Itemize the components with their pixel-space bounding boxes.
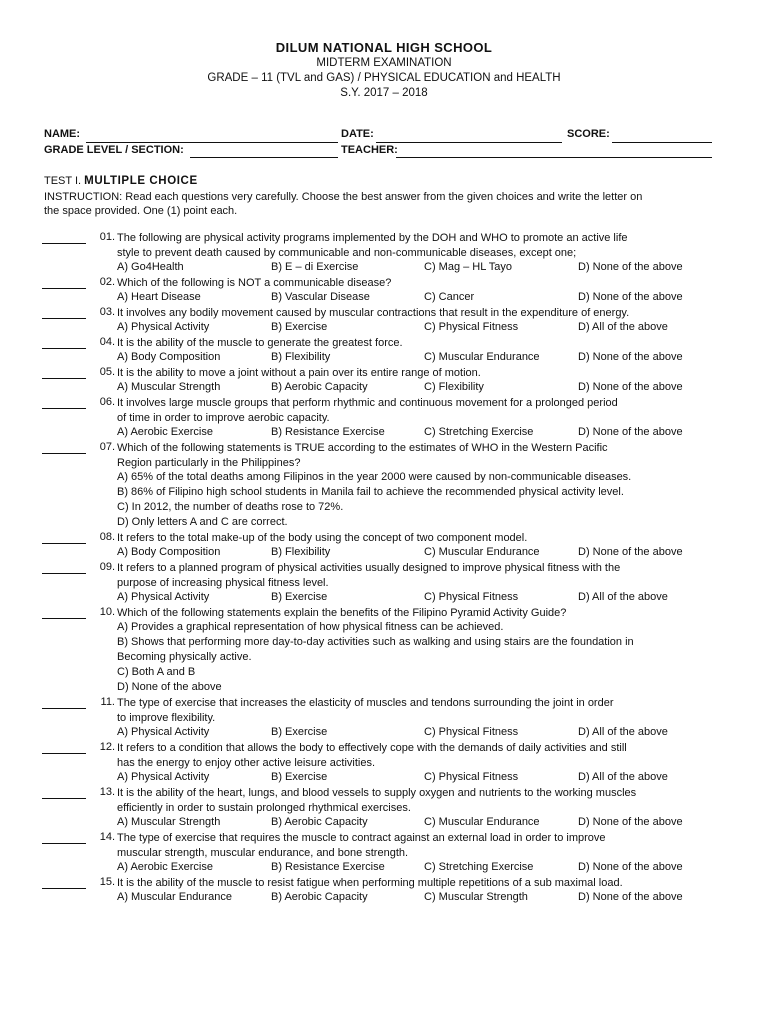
answer-blank[interactable]	[42, 378, 86, 379]
choice-b: B) Exercise	[271, 771, 328, 783]
choice-line: B) Shows that performing more day-to-day activities such as walking and using stairs are the foundation in	[117, 636, 634, 648]
choice-a: A) Heart Disease	[117, 291, 201, 303]
grade-section-label: GRADE LEVEL / SECTION:	[44, 144, 184, 156]
choice-b: B) Exercise	[271, 726, 328, 738]
choice-a: A) Physical Activity	[117, 321, 210, 333]
choice-d: D) All of the above	[578, 771, 668, 783]
question-number: 04.	[99, 336, 115, 348]
choice-a: A) Physical Activity	[117, 591, 210, 603]
choice-c: C) Stretching Exercise	[424, 861, 534, 873]
question-text: It involves any bodily movement caused by muscular contractions that result in the expenditure of energy.	[117, 307, 630, 319]
name-label: NAME:	[44, 128, 81, 140]
question-number: 07.	[99, 441, 115, 453]
question-text: to improve flexibility.	[117, 712, 216, 724]
question-number: 13.	[99, 786, 115, 798]
choice-c: C) Cancer	[424, 291, 475, 303]
date-field-line[interactable]	[376, 142, 562, 143]
choice-b: B) E – di Exercise	[271, 261, 359, 273]
school-year: S.Y. 2017 – 2018	[340, 87, 428, 99]
choice-c: C) Muscular Strength	[424, 891, 528, 903]
school-name: DILUM NATIONAL HIGH SCHOOL	[275, 40, 493, 55]
choice-d: D) All of the above	[578, 726, 668, 738]
date-label: DATE:	[341, 128, 374, 140]
choice-c: C) Physical Fitness	[424, 591, 519, 603]
question-text: The type of exercise that requires the muscle to contract against an external load in order to improve	[117, 832, 606, 844]
choice-a: A) Physical Activity	[117, 726, 210, 738]
choice-line: C) In 2012, the number of deaths rose to 72%.	[117, 501, 344, 513]
question-text: Which of the following statements is TRUE according to the estimates of WHO in the Western Pacific	[117, 442, 608, 454]
choice-d: D) None of the above	[578, 426, 683, 438]
choice-c: C) Muscular Endurance	[424, 816, 540, 828]
question-text: It is the ability of the heart, lungs, and blood vessels to supply oxygen and nutrients to the working muscles	[117, 787, 637, 799]
question-text: Which of the following statements explain the benefits of the Filipino Pyramid Activity Guide?	[117, 607, 567, 619]
choice-a: A) Aerobic Exercise	[117, 861, 213, 873]
choice-c: C) Flexibility	[424, 381, 484, 393]
choice-b: B) Aerobic Capacity	[271, 816, 368, 828]
choice-d: D) None of the above	[578, 381, 683, 393]
choice-a: A) Go4Health	[117, 261, 184, 273]
instruction-line-2: the space provided. One (1) point each.	[44, 205, 238, 217]
choice-c: C) Muscular Endurance	[424, 351, 540, 363]
choice-d: D) None of the above	[578, 261, 683, 273]
answer-blank[interactable]	[42, 318, 86, 319]
answer-blank[interactable]	[42, 243, 86, 244]
answer-blank[interactable]	[42, 708, 86, 709]
question-text: has the energy to enjoy other active leisure activities.	[117, 757, 376, 769]
teacher-label: TEACHER:	[341, 144, 398, 156]
answer-blank[interactable]	[42, 798, 86, 799]
teacher-field-line[interactable]	[396, 157, 712, 158]
choice-c: C) Stretching Exercise	[424, 426, 534, 438]
choice-b: B) Exercise	[271, 591, 328, 603]
grade-section-field-line[interactable]	[190, 157, 338, 158]
question-number: 09.	[99, 561, 115, 573]
choice-a: A) Muscular Endurance	[117, 891, 232, 903]
question-text: The following are physical activity programs implemented by the DOH and WHO to promote an active life	[117, 232, 628, 244]
choice-line: D) Only letters A and C are correct.	[117, 516, 288, 528]
choice-d: D) None of the above	[578, 816, 683, 828]
answer-blank[interactable]	[42, 348, 86, 349]
choice-b: B) Vascular Disease	[271, 291, 370, 303]
choice-c: C) Muscular Endurance	[424, 546, 540, 558]
choice-c: C) Mag – HL Tayo	[424, 261, 513, 273]
question-number: 14.	[99, 831, 115, 843]
grade-subject: GRADE – 11 (TVL and GAS) / PHYSICAL EDUCATION and HEALTH	[207, 72, 561, 84]
choice-line: C) Both A and B	[117, 666, 196, 678]
question-text: Which of the following is NOT a communicable disease?	[117, 277, 392, 289]
choice-c: C) Physical Fitness	[424, 726, 519, 738]
question-text: efficiently in order to sustain prolonged rhythmical exercises.	[117, 802, 411, 814]
question-text: The type of exercise that increases the elasticity of muscles and tendons surrounding the joint in order	[117, 697, 614, 709]
question-text: It is the ability of the muscle to resist fatigue when performing multiple repetitions of a sub maximal load.	[117, 877, 623, 889]
answer-blank[interactable]	[42, 753, 86, 754]
question-text: It refers to the total make-up of the body using the concept of two component model.	[117, 532, 528, 544]
choice-a: A) Muscular Strength	[117, 381, 221, 393]
test-title: MULTIPLE CHOICE	[84, 175, 198, 187]
choice-d: D) None of the above	[578, 891, 683, 903]
choice-line: B) 86% of Filipino high school students in Manila fail to achieve the recommended physical activity level.	[117, 486, 624, 498]
answer-blank[interactable]	[42, 573, 86, 574]
choice-line: D) None of the above	[117, 681, 222, 693]
question-text: It is the ability to move a joint without a pain over its entire range of motion.	[117, 367, 481, 379]
question-text: style to prevent death caused by communicable and non-communicable diseases, except one;	[117, 247, 577, 259]
question-number: 12.	[99, 741, 115, 753]
choice-line: Becoming physically active.	[117, 651, 252, 663]
answer-blank[interactable]	[42, 888, 86, 889]
question-text: It involves large muscle groups that perform rhythmic and continuous movement for a prolonged period	[117, 397, 618, 409]
question-number: 01.	[99, 231, 115, 243]
answer-blank[interactable]	[42, 453, 86, 454]
answer-blank[interactable]	[42, 408, 86, 409]
question-number: 05.	[99, 366, 115, 378]
choice-b: B) Resistance Exercise	[271, 861, 385, 873]
question-text: muscular strength, muscular endurance, and bone strength.	[117, 847, 409, 859]
choice-a: A) Body Composition	[117, 546, 221, 558]
choice-d: D) None of the above	[578, 351, 683, 363]
answer-blank[interactable]	[42, 288, 86, 289]
test-label: TEST I.	[44, 175, 82, 187]
name-field-line[interactable]	[86, 142, 338, 143]
score-label: SCORE:	[567, 128, 610, 140]
choice-line: A) Provides a graphical representation of how physical fitness can be achieved.	[117, 621, 504, 633]
test-heading	[44, 175, 198, 187]
question-text: of time in order to improve aerobic capacity.	[117, 412, 330, 424]
question-number: 06.	[99, 396, 115, 408]
choice-c: C) Physical Fitness	[424, 321, 519, 333]
choice-d: D) All of the above	[578, 591, 668, 603]
choice-a: A) Aerobic Exercise	[117, 426, 213, 438]
exam-title: MIDTERM EXAMINATION	[316, 57, 452, 69]
choice-b: B) Flexibility	[271, 351, 331, 363]
answer-blank[interactable]	[42, 843, 86, 844]
choice-d: D) None of the above	[578, 546, 683, 558]
answer-blank[interactable]	[42, 618, 86, 619]
question-number: 03.	[99, 306, 115, 318]
instructions	[44, 190, 729, 218]
instruction-line-1: INSTRUCTION: Read each questions very carefully. Choose the best answer from the given choices and write the letter on	[44, 191, 643, 203]
choice-d: D) None of the above	[578, 861, 683, 873]
choice-a: A) Body Composition	[117, 351, 221, 363]
choice-b: B) Exercise	[271, 321, 328, 333]
choice-d: D) None of the above	[578, 291, 683, 303]
choice-b: B) Resistance Exercise	[271, 426, 385, 438]
choice-a: A) Physical Activity	[117, 771, 210, 783]
question-text: It refers to a planned program of physical activities usually designed to improve physical fitness with the	[117, 562, 621, 574]
answer-blank[interactable]	[42, 543, 86, 544]
question-number: 08.	[99, 531, 115, 543]
choice-a: A) Muscular Strength	[117, 816, 221, 828]
choice-line: A) 65% of the total deaths among Filipinos in the year 2000 were caused by non-communicable diseases.	[117, 471, 632, 483]
choice-b: B) Flexibility	[271, 546, 331, 558]
choice-b: B) Aerobic Capacity	[271, 381, 368, 393]
question-number: 02.	[99, 276, 115, 288]
choice-b: B) Aerobic Capacity	[271, 891, 368, 903]
question-number: 10.	[99, 606, 115, 618]
choice-d: D) All of the above	[578, 321, 668, 333]
question-text: purpose of increasing physical fitness level.	[117, 577, 329, 589]
question-text: It refers to a condition that allows the body to effectively cope with the demands of daily activities and still	[117, 742, 627, 754]
question-text: Region particularly in the Philippines?	[117, 457, 301, 469]
question-number: 11.	[100, 696, 115, 708]
question-number: 15.	[99, 876, 115, 888]
choice-c: C) Physical Fitness	[424, 771, 519, 783]
score-field-line[interactable]	[612, 142, 712, 143]
question-text: It is the ability of the muscle to generate the greatest force.	[117, 337, 403, 349]
